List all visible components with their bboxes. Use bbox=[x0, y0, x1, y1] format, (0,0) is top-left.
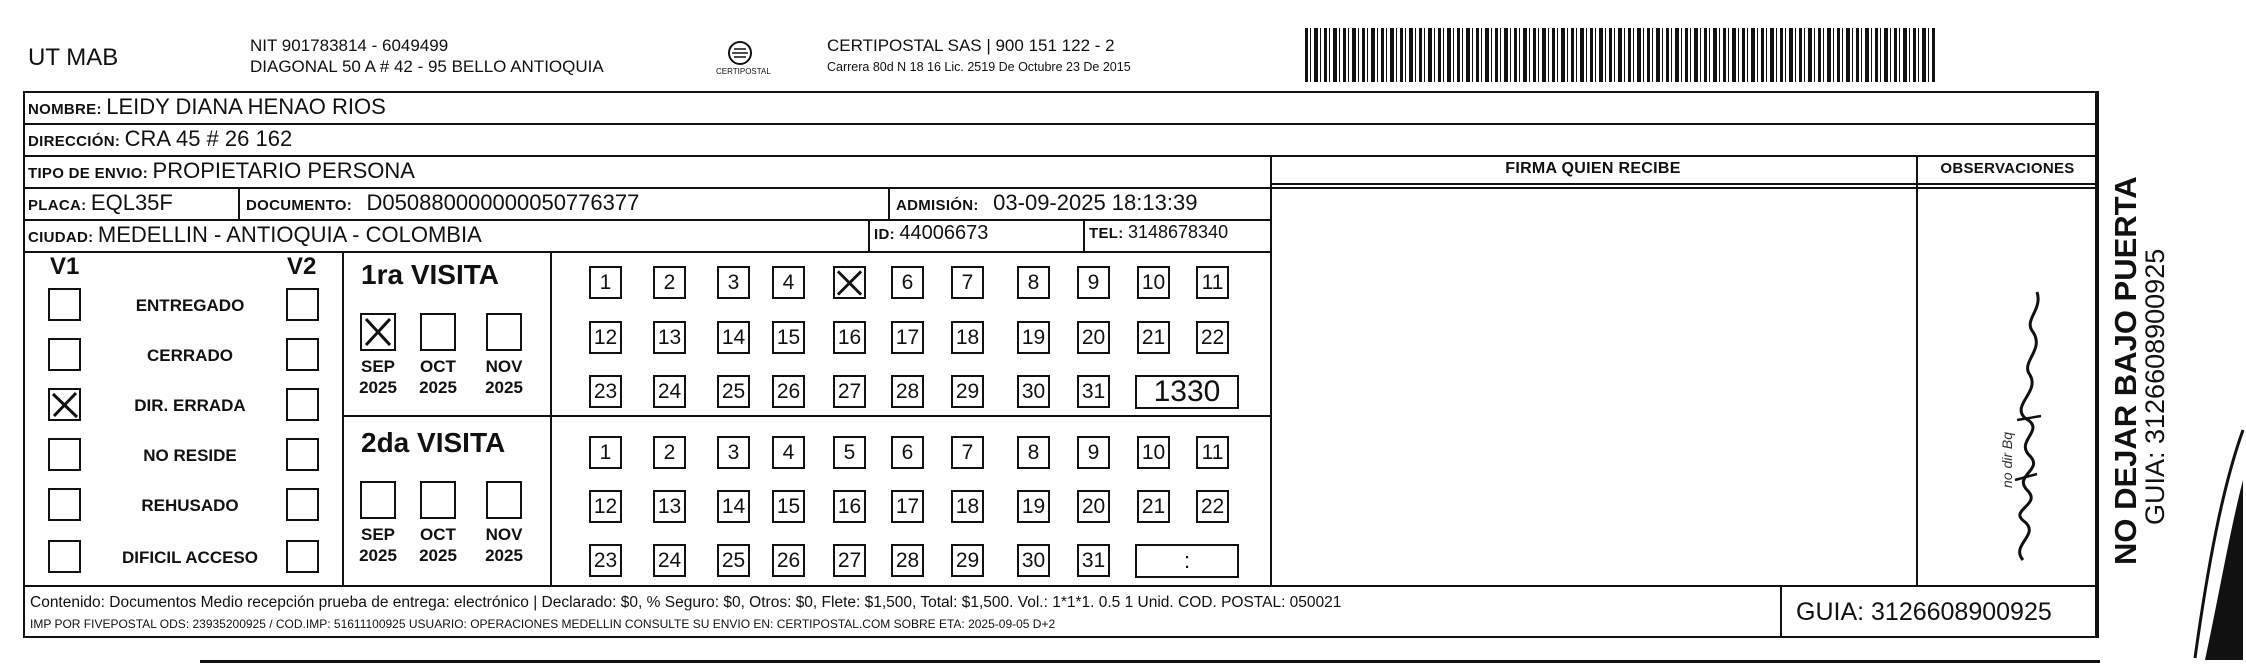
day-box[interactable]: 3 bbox=[717, 436, 750, 469]
day-box[interactable]: 5 bbox=[833, 436, 866, 469]
day-box[interactable]: 9 bbox=[1077, 266, 1110, 299]
company-nit: NIT 901783814 - 6049499 bbox=[250, 36, 449, 55]
documento-value: D050880000000050776377 bbox=[366, 190, 640, 215]
day-box[interactable]: 10 bbox=[1137, 266, 1170, 299]
status-label: REHUSADO bbox=[141, 496, 239, 515]
status-label: DIR. ERRADA bbox=[134, 396, 246, 415]
id-row bbox=[874, 222, 988, 245]
first-visit-title: 1ra VISITA bbox=[361, 259, 499, 290]
day-box[interactable]: 26 bbox=[772, 375, 805, 408]
placa-row bbox=[28, 190, 173, 216]
firma-header: FIRMA QUIEN RECIBE bbox=[1505, 160, 1681, 177]
day-box[interactable]: 4 bbox=[772, 266, 805, 299]
month-label: NOV 2025 bbox=[485, 357, 523, 397]
day-box[interactable]: 23 bbox=[589, 544, 622, 577]
month-label: SEP 2025 bbox=[359, 357, 397, 397]
day-box[interactable]: 17 bbox=[891, 321, 924, 354]
footer-imp: IMP POR FIVEPOSTAL ODS: 23935200925 / COD.IMP: 51611100925 USUARIO: OPERACIONES MEDELLIN CONSULTE SU ENVIO EN: CERTIPOSTAL.COM SOBRE ETA: 2025-09-05 D+2 bbox=[30, 617, 1056, 631]
day-box[interactable]: 25 bbox=[717, 375, 750, 408]
v2-checkbox[interactable] bbox=[286, 488, 319, 521]
day-box[interactable]: 10 bbox=[1137, 436, 1170, 469]
placa-label: PLACA: bbox=[28, 197, 87, 214]
day-box[interactable]: 21 bbox=[1137, 321, 1170, 354]
observation-handwriting-text: no dir Bq bbox=[1999, 431, 2016, 489]
month-checkbox[interactable] bbox=[360, 481, 396, 519]
no-dejar-notice: NO DEJAR BAJO PUERTA bbox=[2108, 176, 2143, 565]
day-box[interactable]: 11 bbox=[1196, 436, 1229, 469]
day-box[interactable]: 12 bbox=[589, 490, 622, 523]
day-box[interactable]: 31 bbox=[1077, 544, 1110, 577]
admision-label: ADMISIÓN: bbox=[896, 197, 979, 214]
month-checkbox[interactable] bbox=[486, 481, 522, 519]
nombre-row bbox=[28, 94, 386, 120]
scan-curl bbox=[2165, 420, 2245, 660]
month-label: OCT 2025 bbox=[419, 525, 457, 565]
day-box[interactable]: 27 bbox=[833, 544, 866, 577]
month-checkbox[interactable] bbox=[360, 313, 396, 351]
v2-checkbox[interactable] bbox=[286, 388, 319, 421]
check-x-icon bbox=[835, 268, 864, 298]
day-box[interactable]: 30 bbox=[1017, 375, 1050, 408]
day-box[interactable]: 15 bbox=[772, 490, 805, 523]
day-box[interactable]: 18 bbox=[951, 321, 984, 354]
tipo-row bbox=[28, 158, 415, 184]
day-box[interactable]: 2 bbox=[653, 266, 686, 299]
ciudad-label: CIUDAD: bbox=[28, 229, 94, 246]
month-label: NOV 2025 bbox=[485, 525, 523, 565]
day-box[interactable]: 28 bbox=[891, 375, 924, 408]
admision-row bbox=[896, 190, 1197, 216]
status-label: CERRADO bbox=[147, 346, 233, 365]
day-box[interactable]: 14 bbox=[717, 490, 750, 523]
day-box[interactable]: 13 bbox=[653, 321, 686, 354]
footer-guia: GUIA: 3126608900925 bbox=[1796, 598, 2052, 626]
direccion-label: DIRECCIÓN: bbox=[28, 133, 121, 150]
day-box[interactable]: 29 bbox=[951, 544, 984, 577]
day-box[interactable]: 1 bbox=[589, 436, 622, 469]
v1-checkbox[interactable] bbox=[48, 540, 81, 573]
month-checkbox[interactable] bbox=[420, 481, 456, 519]
ciudad-row bbox=[28, 222, 482, 248]
day-box[interactable]: 6 bbox=[891, 436, 924, 469]
day-box[interactable]: 31 bbox=[1077, 375, 1110, 408]
day-box[interactable]: 12 bbox=[589, 321, 622, 354]
day-box[interactable]: 16 bbox=[833, 490, 866, 523]
day-box[interactable]: 24 bbox=[653, 375, 686, 408]
day-box[interactable]: 7 bbox=[951, 266, 984, 299]
day-box[interactable]: 8 bbox=[1017, 266, 1050, 299]
barcode bbox=[1305, 28, 1937, 82]
day-box[interactable]: 16 bbox=[833, 321, 866, 354]
day-box[interactable] bbox=[833, 266, 866, 299]
day-box[interactable]: 18 bbox=[951, 490, 984, 523]
nombre-label: NOMBRE: bbox=[28, 101, 102, 118]
tel-row bbox=[1089, 222, 1228, 243]
day-box[interactable]: 14 bbox=[717, 321, 750, 354]
month-label: OCT 2025 bbox=[419, 357, 457, 397]
month-checkbox[interactable] bbox=[486, 313, 522, 351]
company-name: UT MAB bbox=[28, 44, 119, 71]
status-label: DIFICIL ACCESO bbox=[121, 548, 258, 567]
status-label: NO RESIDE bbox=[143, 446, 237, 465]
day-box[interactable]: 30 bbox=[1017, 544, 1050, 577]
v1-checkbox[interactable] bbox=[48, 488, 81, 521]
id-value: 44006673 bbox=[899, 222, 989, 244]
logo-text: CERTIPOSTAL bbox=[716, 67, 771, 76]
day-box[interactable]: 19 bbox=[1017, 321, 1050, 354]
tipo-label: TIPO DE ENVIO: bbox=[28, 165, 149, 182]
day-box[interactable]: 20 bbox=[1077, 490, 1110, 523]
tel-value: 3148678340 bbox=[1127, 222, 1229, 242]
v2-checkbox[interactable] bbox=[286, 288, 319, 321]
month-checkbox[interactable] bbox=[420, 313, 456, 351]
v1-checkbox[interactable] bbox=[48, 438, 81, 471]
day-box[interactable]: 4 bbox=[772, 436, 805, 469]
observation-handwriting bbox=[1985, 270, 2065, 570]
direccion-value: CRA 45 # 26 162 bbox=[124, 126, 293, 151]
month-label: SEP 2025 bbox=[359, 525, 397, 565]
carrier-name: CERTIPOSTAL SAS | 900 151 122 - 2 bbox=[827, 36, 1115, 55]
carrier-license: Carrera 80d N 18 16 Lic. 2519 De Octubre 23 De 2015 bbox=[827, 60, 1131, 74]
day-box[interactable]: 29 bbox=[951, 375, 984, 408]
direccion-row bbox=[28, 126, 292, 152]
company-address: DIAGONAL 50 A # 42 - 95 BELLO ANTIOQUIA bbox=[250, 57, 604, 76]
day-box[interactable]: 27 bbox=[833, 375, 866, 408]
certipostal-logo-icon bbox=[716, 38, 771, 78]
v2-checkbox[interactable] bbox=[286, 438, 319, 471]
scan-edge bbox=[200, 660, 2100, 663]
day-box[interactable]: 2 bbox=[653, 436, 686, 469]
v2-checkbox[interactable] bbox=[286, 540, 319, 573]
status-label: ENTREGADO bbox=[135, 296, 245, 315]
tipo-value: PROPIETARIO PERSONA bbox=[152, 158, 415, 183]
placa-value: EQL35F bbox=[90, 190, 173, 215]
second-visit-time[interactable]: : bbox=[1135, 544, 1239, 578]
documento-label: DOCUMENTO: bbox=[246, 197, 353, 214]
day-box[interactable]: 9 bbox=[1077, 436, 1110, 469]
v1-checkbox[interactable] bbox=[48, 388, 81, 421]
day-box[interactable]: 11 bbox=[1196, 266, 1229, 299]
day-box[interactable]: 28 bbox=[891, 544, 924, 577]
v1-label: V1 bbox=[50, 253, 80, 280]
day-box[interactable]: 3 bbox=[717, 266, 750, 299]
ciudad-value: MEDELLIN - ANTIOQUIA - COLOMBIA bbox=[97, 222, 482, 247]
check-x-icon bbox=[50, 390, 80, 420]
day-box[interactable]: 21 bbox=[1137, 490, 1170, 523]
day-box[interactable]: 13 bbox=[653, 490, 686, 523]
v2-label: V2 bbox=[287, 253, 317, 280]
first-visit-time[interactable]: 1330 bbox=[1135, 375, 1239, 409]
day-box[interactable]: 25 bbox=[717, 544, 750, 577]
day-box[interactable]: 17 bbox=[891, 490, 924, 523]
second-visit-title: 2da VISITA bbox=[361, 427, 506, 458]
v1-checkbox[interactable] bbox=[48, 338, 81, 371]
day-box[interactable]: 1 bbox=[589, 266, 622, 299]
check-x-icon bbox=[362, 315, 394, 349]
v2-checkbox[interactable] bbox=[286, 338, 319, 371]
id-label: ID: bbox=[874, 226, 895, 243]
guia-vertical: GUIA: 3126608900925 bbox=[2140, 248, 2170, 525]
footer-contenido: Contenido: Documentos Medio recepción prueba de entrega: electrónico | Declarado: $0, % Seguro: $0, Otros: $0, Flete: $1,500, Total: $1,500. Vol.: 1*1*1. 0.5 1 Unid. COD. POSTAL: 050021 bbox=[30, 594, 1342, 611]
documento-row bbox=[246, 190, 639, 216]
day-box[interactable]: 24 bbox=[653, 544, 686, 577]
day-box[interactable]: 22 bbox=[1196, 321, 1229, 354]
tel-label: TEL: bbox=[1089, 225, 1124, 242]
day-box[interactable]: 7 bbox=[951, 436, 984, 469]
nombre-value: LEIDY DIANA HENAO RIOS bbox=[106, 94, 386, 119]
day-box[interactable]: 8 bbox=[1017, 436, 1050, 469]
day-box[interactable]: 22 bbox=[1196, 490, 1229, 523]
admision-value: 03-09-2025 18:13:39 bbox=[993, 190, 1198, 215]
day-box[interactable]: 19 bbox=[1017, 490, 1050, 523]
day-box[interactable]: 15 bbox=[772, 321, 805, 354]
day-box[interactable]: 6 bbox=[891, 266, 924, 299]
day-box[interactable]: 26 bbox=[772, 544, 805, 577]
observaciones-header: OBSERVACIONES bbox=[1940, 160, 2075, 177]
day-box[interactable]: 20 bbox=[1077, 321, 1110, 354]
v1-checkbox[interactable] bbox=[48, 288, 81, 321]
day-box[interactable]: 23 bbox=[589, 375, 622, 408]
